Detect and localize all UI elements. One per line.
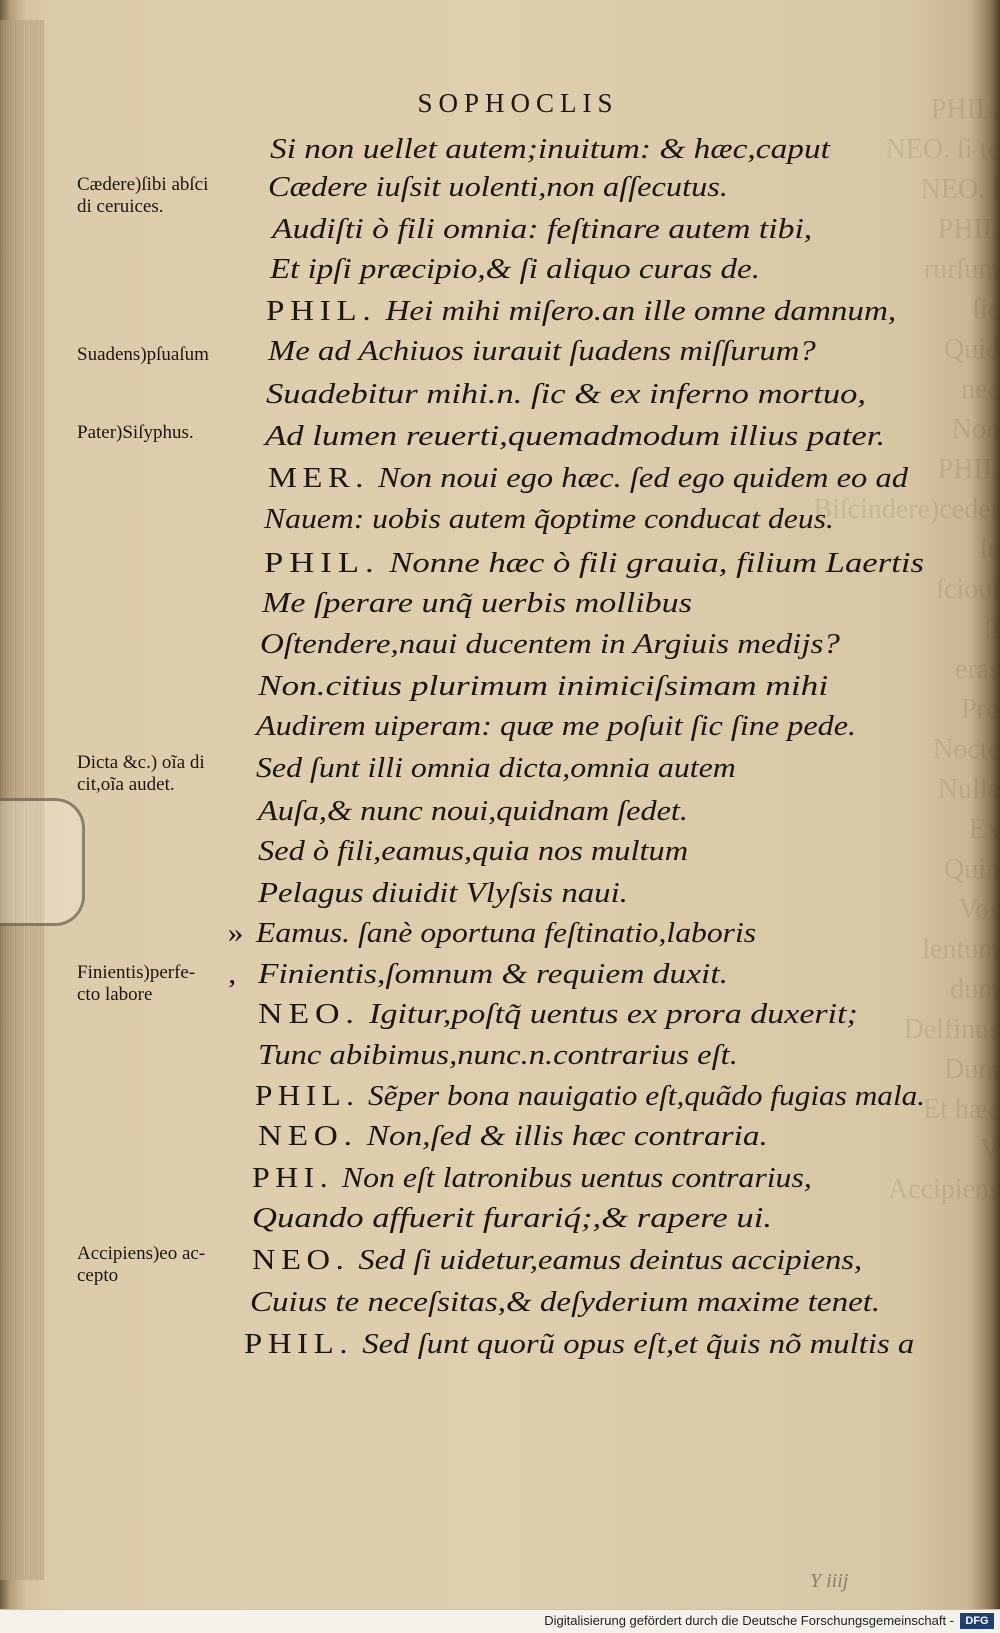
margin-note xyxy=(77,1243,267,1287)
verse-line xyxy=(256,710,856,743)
speaker-label: PHIL. xyxy=(244,1328,354,1360)
funding-notice: Digitalisierung gefördert durch die Deutsche Forschungsgemeinschaft - xyxy=(544,1613,954,1628)
margin-note-line: cto labore xyxy=(77,984,153,1005)
verse-text: Auſa,& nunc noui,quidnam ſedet. xyxy=(258,795,688,827)
verse-line xyxy=(250,1286,880,1319)
verse-text: Sed ſunt illi omnia dicta,omnia autem xyxy=(256,752,736,784)
speaker-label: NEO. xyxy=(258,1120,358,1152)
verse-text: Oſtendere,naui ducentem in Argiuis medijs? xyxy=(260,628,840,660)
verse-text: Cuius te neceſsitas,& deſyderium maxime tenet. xyxy=(250,1286,881,1318)
verse-text: Non,ſed & illis hæc contraria. xyxy=(366,1120,768,1152)
verse-line xyxy=(272,213,812,246)
verse-text: Hei mihi miſero.an ille omne damnum, xyxy=(385,295,897,327)
digitization-footer xyxy=(0,1609,1000,1633)
speaker-label: PHIL. xyxy=(255,1080,360,1112)
verse-line xyxy=(264,503,834,536)
verse-line xyxy=(258,670,828,703)
margin-note-line: Accipiens)eo ac- xyxy=(77,1243,206,1264)
verse-text: Me ad Achiuos iurauit ſuadens miſſurum? xyxy=(268,335,816,367)
verse-line xyxy=(258,795,688,828)
verse-line xyxy=(268,335,816,368)
margin-note-line: Suadens)pſuaſum xyxy=(77,344,209,365)
verse-line xyxy=(256,752,736,785)
verse-line xyxy=(268,462,908,495)
verse-line xyxy=(258,835,688,868)
speaker-label: PHIL. xyxy=(264,547,380,579)
verse-line xyxy=(252,1202,772,1235)
verse-text: Me ſperare unq̃ uerbis mollibus xyxy=(262,587,692,619)
margin-note xyxy=(77,962,267,1006)
verse-line xyxy=(260,628,840,661)
margin-note xyxy=(77,752,267,796)
verse-line xyxy=(270,133,830,166)
verse-text: Cædere iuſsit uolenti,non aſſecutus. xyxy=(268,171,728,203)
verse-line xyxy=(262,587,692,620)
verse-line xyxy=(244,1328,914,1361)
margin-note xyxy=(77,422,267,444)
margin-note-line: cepto xyxy=(77,1265,119,1286)
speaker-label: PHIL. xyxy=(266,295,377,327)
speaker-label: NEO. xyxy=(258,998,360,1030)
verse-text: Sẽper bona nauigatio eſt,quãdo fugias mala. xyxy=(367,1080,926,1112)
verse-text: Et ipſi præcipio,& ſi aliquo curas de. xyxy=(270,253,760,285)
margin-note-line: Finientis)perfe- xyxy=(77,962,196,983)
verse-text: Audiſti ò fili omnia: feſtinare autem tibi, xyxy=(272,213,813,245)
verse-text: Sed ſunt quorũ opus eſt,et q̃uis nõ multis a xyxy=(362,1328,915,1360)
margin-note-line: Cædere)ſibi abſci xyxy=(77,174,209,195)
verse-text: Audirem uiperam: quæ me poſuit ſic ſine pede. xyxy=(256,710,857,742)
verse-text: Sed ò fili,eamus,quia nos multum xyxy=(258,835,689,867)
margin-note-line: di ceruices. xyxy=(77,196,164,217)
verse-line xyxy=(264,547,924,580)
verse-text: Non noui ego hæc. ſed ego quidem eo ad xyxy=(377,462,908,494)
quotation-mark: , xyxy=(227,958,237,990)
verse-text: Nonne hæc ò fili grauia, filium Laertis xyxy=(389,547,924,579)
margin-note-line: Pater)Siſyphus. xyxy=(77,422,194,443)
verse-line xyxy=(252,1244,862,1277)
verse-text: Si non uellet autem;inuitum: & hæc,caput xyxy=(270,133,830,165)
signature-mark: Y iiij xyxy=(810,1570,849,1592)
verse-line xyxy=(258,877,628,910)
speaker-label: PHI. xyxy=(252,1162,334,1194)
margin-note-line: cit,oĩa audet. xyxy=(77,774,175,795)
speaker-label: MER. xyxy=(268,462,369,494)
verse-text: Finientis,ſomnum & requiem duxit. xyxy=(258,958,729,990)
verse-line xyxy=(227,958,729,991)
verse-text: Sed ſi uidetur,eamus deintus accipiens, xyxy=(358,1244,863,1276)
quotation-mark: » xyxy=(227,917,244,949)
verse-line xyxy=(258,1120,768,1153)
verse-line xyxy=(270,253,760,286)
verse-line xyxy=(266,378,866,411)
bleed-through-text: PHIL. NEO. ſi te NEO. ſ PHIL rurſum ſic Quid nec Non PHIL Biſcindere)ceder ſe ſcioui ſi eras Pro Nocte Nulla Ex Quin Vos lentum dum Delfinus Dum Et hæc V Accipiens xyxy=(813,94,1000,1205)
speaker-label: NEO. xyxy=(252,1244,350,1276)
verse-text: Pelagus diuidit Vlyſsis naui. xyxy=(258,877,628,909)
margin-note-line: Dicta &c.) oĩa di xyxy=(77,752,205,773)
dfg-logo: DFG xyxy=(960,1613,994,1629)
margin-note xyxy=(77,174,267,218)
verse-line xyxy=(266,295,896,328)
verse-line xyxy=(268,171,728,204)
verse-text: Igitur,poſtq̃ uentus ex prora duxerit; xyxy=(369,998,858,1030)
verse-text: Non.citius plurimum inimiciſsimam mihi xyxy=(258,670,829,702)
verse-text: Non eſt latronibus uentus contrarius, xyxy=(341,1162,812,1194)
verse-line xyxy=(227,917,757,950)
paper-clip xyxy=(0,798,85,926)
verse-text: Nauem: uobis autem q̃optime conducat deus. xyxy=(264,503,834,535)
verse-line xyxy=(255,1080,925,1113)
verse-text: Eamus. ſanè oportuna feſtinatio,laboris xyxy=(256,917,757,949)
verse-text: Tunc abibimus,nunc.n.contrarius eſt. xyxy=(258,1039,738,1071)
verse-text: Suadebitur mihi.n. ſic & ex inferno mortuo, xyxy=(266,378,867,410)
verse-line xyxy=(265,420,885,453)
verse-line xyxy=(252,1162,812,1195)
margin-note xyxy=(77,344,267,366)
running-header: SOPHOCLIS xyxy=(417,88,619,118)
verse-line xyxy=(258,1039,738,1072)
verse-text: Ad lumen reuerti,quemadmodum illius pater. xyxy=(265,420,886,452)
verse-line xyxy=(258,998,858,1031)
verse-text: Quando affuerit furariq́;,& rapere ui. xyxy=(252,1202,773,1234)
